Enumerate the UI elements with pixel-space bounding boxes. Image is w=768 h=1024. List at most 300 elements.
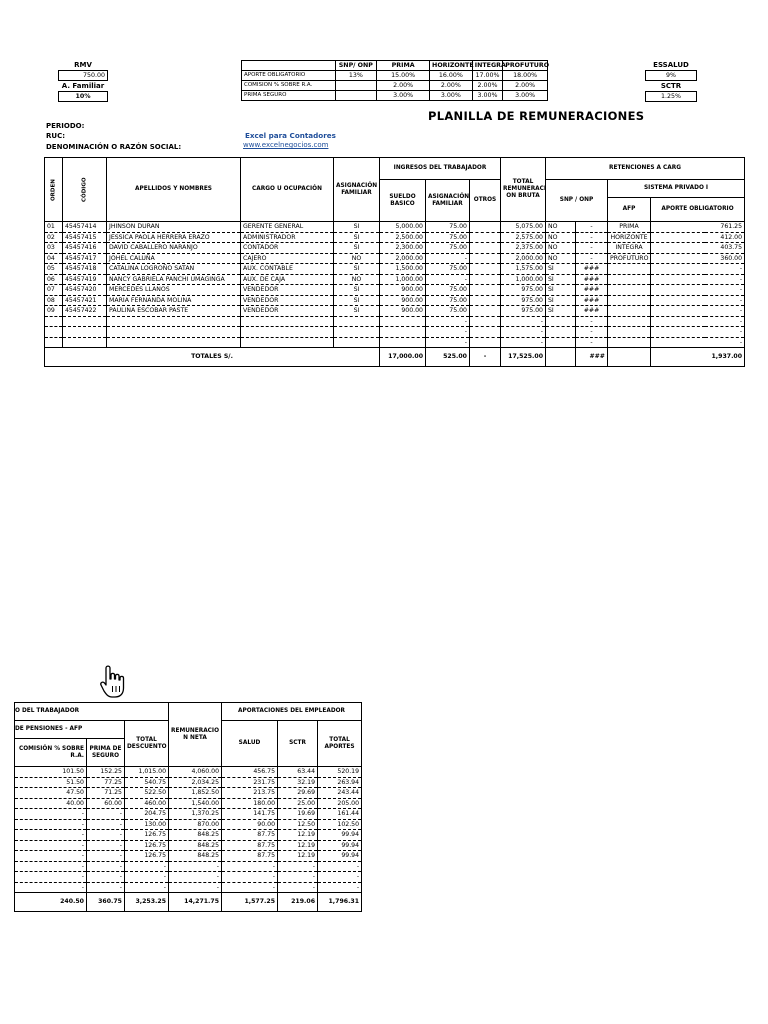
row-afam[interactable]: - [426, 316, 470, 327]
row-aporte[interactable]: 403.75 [651, 243, 745, 254]
p2-row-sctr[interactable]: - [278, 861, 318, 872]
p2-row-desc[interactable]: 126.75 [125, 830, 169, 841]
row-snp[interactable]: NO [546, 222, 576, 233]
p2-row-neta[interactable]: - [169, 882, 222, 893]
row-codigo[interactable]: 45457416 [63, 243, 107, 254]
row-orden[interactable]: 05 [45, 264, 63, 275]
p2-row-desc[interactable]: 460.00 [125, 798, 169, 809]
row-orden[interactable]: 04 [45, 253, 63, 264]
rates-corner [242, 61, 336, 71]
row-aporte[interactable]: - [651, 264, 745, 275]
p2-row-neta[interactable]: - [169, 861, 222, 872]
p2-row-aportes[interactable]: 161.44 [318, 809, 362, 820]
p2-row-comision[interactable]: 101.50 [15, 767, 87, 778]
p2-row-neta[interactable]: 870.00 [169, 819, 222, 830]
row-onp[interactable]: ### [576, 306, 608, 317]
essalud-label: ESSALUD [653, 61, 689, 69]
hand-pointer-icon [100, 664, 134, 700]
p2-row-comision[interactable]: - [15, 809, 87, 820]
row-nombre[interactable] [107, 316, 241, 327]
sctr-label: SCTR [660, 82, 682, 90]
sctr-box [645, 91, 697, 102]
table-row [45, 327, 745, 338]
row-asignacion[interactable] [334, 327, 380, 338]
p2-row-desc[interactable]: 126.75 [125, 851, 169, 862]
p2-row-desc[interactable]: 540.75 [125, 777, 169, 788]
row-nombre[interactable]: JESSICA PAOLA HERRERA ERAZO [107, 232, 241, 243]
row-sueldo[interactable]: 1,500.00 [380, 264, 426, 275]
row-otros[interactable] [470, 243, 501, 254]
rate-cell[interactable]: 2.00% [472, 81, 502, 91]
row-cargo[interactable]: AUX. DE CAJA [241, 274, 334, 285]
row-codigo[interactable]: 45457421 [63, 295, 107, 306]
p2-row-sctr[interactable]: 63.44 [278, 767, 318, 778]
p2-row-salud[interactable]: 213.75 [222, 788, 278, 799]
row-afam[interactable]: 75.00 [426, 295, 470, 306]
p2-row-desc[interactable]: 130.00 [125, 819, 169, 830]
row-afam[interactable]: - [426, 274, 470, 285]
row-bruta[interactable]: 2,000.00 [501, 253, 546, 264]
header-codigo: CÓDIGO [63, 158, 107, 222]
row-bruta[interactable]: 1,000.00 [501, 274, 546, 285]
row-onp[interactable]: - [576, 243, 608, 254]
row-afp[interactable] [608, 285, 651, 296]
row-snp[interactable]: SI [546, 295, 576, 306]
p2-row-desc[interactable]: 522.50 [125, 788, 169, 799]
row-sueldo[interactable] [380, 337, 426, 348]
row-snp[interactable]: SI [546, 274, 576, 285]
row-onp[interactable]: - [576, 316, 608, 327]
row-cargo[interactable]: GERENTE GENERAL [241, 222, 334, 233]
row-aporte[interactable]: - [651, 295, 745, 306]
row-otros[interactable] [470, 337, 501, 348]
p2-row-desc[interactable]: 1,015.00 [125, 767, 169, 778]
p2-row-prima[interactable]: - [87, 882, 125, 893]
row-bruta[interactable]: - [501, 327, 546, 338]
table-row [15, 788, 362, 799]
p2-row-salud[interactable]: 180.00 [222, 798, 278, 809]
row-snp[interactable]: SI [546, 285, 576, 296]
row-afp[interactable]: INTEGRA [608, 243, 651, 254]
row-cargo[interactable]: CAJERO [241, 253, 334, 264]
p2-total-prima[interactable]: 360.75 [87, 893, 125, 912]
row-bruta[interactable]: 2,375.00 [501, 243, 546, 254]
periodo-label: PERIODO: [46, 122, 85, 130]
row-sueldo[interactable]: 5,000.00 [380, 222, 426, 233]
p2-row-aportes[interactable]: - [318, 861, 362, 872]
row-nombre[interactable]: JOHEL CALUÑA [107, 253, 241, 264]
p2-total-sctr[interactable]: 219.06 [278, 893, 318, 912]
row-asignacion[interactable]: SI [334, 285, 380, 296]
rate-cell[interactable]: 15.00% [377, 71, 430, 81]
page2-viewport [15, 702, 361, 918]
row-asignacion[interactable]: NO [334, 274, 380, 285]
row-asignacion[interactable] [334, 337, 380, 348]
rate-cell[interactable]: 18.00% [503, 71, 548, 81]
p2-row-comision[interactable]: - [15, 819, 87, 830]
rate-cell[interactable]: 2.00% [430, 81, 473, 91]
row-afp[interactable] [608, 316, 651, 327]
p2-row-desc[interactable]: 204.75 [125, 809, 169, 820]
total-aporte[interactable]: 1,937.00 [651, 348, 745, 367]
row-afam[interactable]: 75.00 [426, 264, 470, 275]
row-bruta[interactable]: 975.00 [501, 306, 546, 317]
row-orden[interactable]: 01 [45, 222, 63, 233]
row-bruta[interactable]: 1,575.00 [501, 264, 546, 275]
p2-row-aportes[interactable]: 243.44 [318, 788, 362, 799]
p2-row-desc[interactable]: - [125, 861, 169, 872]
p2-row-sctr[interactable]: 19.69 [278, 809, 318, 820]
p2-row-comision[interactable]: - [15, 872, 87, 883]
table-row [15, 830, 362, 841]
p2-row-desc[interactable]: - [125, 872, 169, 883]
rate-cell[interactable]: 17.00% [472, 71, 502, 81]
row-nombre[interactable]: PAULINA ESCOBAR PASTE [107, 306, 241, 317]
row-otros[interactable] [470, 327, 501, 338]
row-nombre[interactable]: MERCEDES LLANOS [107, 285, 241, 296]
row-aporte[interactable]: - [651, 274, 745, 285]
row-snp[interactable]: NO [546, 253, 576, 264]
p2-row-prima[interactable]: 77.25 [87, 777, 125, 788]
row-sueldo[interactable]: 2,000.00 [380, 253, 426, 264]
row-asignacion[interactable]: SI [334, 295, 380, 306]
row-afam[interactable]: - [426, 327, 470, 338]
row-orden[interactable]: 02 [45, 232, 63, 243]
row-afam[interactable]: 75.00 [426, 285, 470, 296]
table-row [45, 232, 745, 243]
p2-row-sctr[interactable]: 29.69 [278, 788, 318, 799]
denominacion-label: DENOMINACIÓN O RAZÓN SOCIAL: [46, 143, 182, 151]
row-sueldo[interactable]: 900.00 [380, 306, 426, 317]
row-sueldo[interactable] [380, 327, 426, 338]
p2-row-salud[interactable]: - [222, 861, 278, 872]
p2-row-comision[interactable]: - [15, 851, 87, 862]
total-asignacion[interactable]: 525.00 [426, 348, 470, 367]
p2-row-sctr[interactable]: 32.19 [278, 777, 318, 788]
row-nombre[interactable]: JHINSON DURAN [107, 222, 241, 233]
p2-row-sctr[interactable]: - [278, 882, 318, 893]
row-onp[interactable]: - [576, 253, 608, 264]
row-onp[interactable]: ### [576, 274, 608, 285]
p2-row-comision[interactable]: - [15, 840, 87, 851]
p2-row-comision[interactable]: 47.50 [15, 788, 87, 799]
p2-row-aportes[interactable]: - [318, 872, 362, 883]
p2-row-prima[interactable]: - [87, 840, 125, 851]
row-aporte[interactable]: - [651, 337, 745, 348]
total-otros[interactable]: - [470, 348, 501, 367]
row-otros[interactable] [470, 253, 501, 264]
p2-row-salud[interactable]: - [222, 882, 278, 893]
p2-row-neta[interactable]: 2,034.25 [169, 777, 222, 788]
row-aporte[interactable]: 761.25 [651, 222, 745, 233]
header-asig-fam: ASIGNACIÓN FAMILIAR [334, 158, 380, 222]
row-cargo[interactable]: VENDEDOR [241, 295, 334, 306]
row-cargo[interactable]: VENDEDOR [241, 285, 334, 296]
p2-row-sctr[interactable]: 12.50 [278, 819, 318, 830]
row-codigo[interactable]: 45457417 [63, 253, 107, 264]
row-asignacion[interactable]: SI [334, 243, 380, 254]
row-afp[interactable]: PRIMA [608, 222, 651, 233]
rate-cell[interactable] [335, 81, 377, 91]
row-otros[interactable] [470, 295, 501, 306]
row-snp[interactable] [546, 337, 576, 348]
table-row [45, 274, 745, 285]
row-onp[interactable]: ### [576, 264, 608, 275]
row-orden[interactable]: 03 [45, 243, 63, 254]
p2-row-prima[interactable]: 71.25 [87, 788, 125, 799]
p2-header-prima: PRIMA DE SEGURO [87, 739, 125, 767]
p2-row-sctr[interactable]: 12.19 [278, 830, 318, 841]
row-onp[interactable]: ### [576, 285, 608, 296]
row-otros[interactable] [470, 232, 501, 243]
p2-row-salud[interactable]: 90.00 [222, 819, 278, 830]
row-orden[interactable] [45, 316, 63, 327]
rate-cell[interactable]: 13% [335, 71, 377, 81]
row-aporte[interactable]: 412.00 [651, 232, 745, 243]
row-cargo[interactable]: ADMINISTRADOR [241, 232, 334, 243]
header-otros: OTROS [470, 180, 501, 222]
row-sueldo[interactable]: 900.00 [380, 295, 426, 306]
row-bruta[interactable]: 975.00 [501, 295, 546, 306]
row-onp[interactable]: - [576, 337, 608, 348]
p2-row-sctr[interactable]: 12.19 [278, 840, 318, 851]
p2-row-aportes[interactable]: 263.94 [318, 777, 362, 788]
row-cargo[interactable] [241, 337, 334, 348]
row-asignacion[interactable]: SI [334, 264, 380, 275]
p2-row-comision[interactable]: 40.00 [15, 798, 87, 809]
p2-row-salud[interactable]: 87.75 [222, 830, 278, 841]
row-cargo[interactable] [241, 316, 334, 327]
website-link[interactable]: www.excelnegocios.com [243, 141, 329, 149]
row-afp[interactable] [608, 337, 651, 348]
p2-row-comision[interactable]: - [15, 861, 87, 872]
row-snp[interactable] [546, 316, 576, 327]
row-afam[interactable]: - [426, 337, 470, 348]
p2-row-aportes[interactable]: - [318, 882, 362, 893]
row-onp[interactable]: - [576, 222, 608, 233]
p2-row-neta[interactable]: 4,060.00 [169, 767, 222, 778]
row-afp[interactable]: HORIZONTE [608, 232, 651, 243]
row-bruta[interactable]: - [501, 316, 546, 327]
row-snp[interactable]: SI [546, 264, 576, 275]
row-codigo[interactable]: 45457415 [63, 232, 107, 243]
p2-row-salud[interactable]: 87.75 [222, 840, 278, 851]
row-cargo[interactable]: AUX. CONTABLE [241, 264, 334, 275]
p2-row-sctr[interactable]: 12.19 [278, 851, 318, 862]
row-codigo[interactable] [63, 327, 107, 338]
row-onp[interactable]: - [576, 327, 608, 338]
p2-row-sctr[interactable]: 25.00 [278, 798, 318, 809]
rmv-label: RMV [74, 61, 92, 69]
p2-total-neta[interactable]: 14,271.75 [169, 893, 222, 912]
rate-cell[interactable]: 16.00% [430, 71, 473, 81]
p2-row-neta[interactable]: 1,852.50 [169, 788, 222, 799]
row-aporte[interactable]: 360.00 [651, 253, 745, 264]
p2-row-aportes[interactable]: 520.19 [318, 767, 362, 778]
row-otros[interactable] [470, 285, 501, 296]
row-orden[interactable]: 06 [45, 274, 63, 285]
row-asignacion[interactable] [334, 316, 380, 327]
p2-row-neta[interactable]: 1,370.25 [169, 809, 222, 820]
total-onp[interactable]: ### [576, 348, 608, 367]
row-orden[interactable] [45, 327, 63, 338]
header-asignacion: ASIGNACIÓN FAMILIAR [426, 180, 470, 222]
p2-total-comision[interactable]: 240.50 [15, 893, 87, 912]
sctr-value[interactable]: 1.25% [646, 92, 697, 102]
p2-row-prima[interactable]: - [87, 819, 125, 830]
p2-row-salud[interactable]: - [222, 872, 278, 883]
total-sueldo[interactable]: 17,000.00 [380, 348, 426, 367]
row-otros[interactable] [470, 274, 501, 285]
row-sueldo[interactable]: 2,500.00 [380, 232, 426, 243]
row-aporte[interactable]: - [651, 306, 745, 317]
row-aporte[interactable]: - [651, 316, 745, 327]
p2-row-neta[interactable]: 1,540.00 [169, 798, 222, 809]
row-otros[interactable] [470, 264, 501, 275]
row-onp[interactable]: - [576, 232, 608, 243]
row-otros[interactable] [470, 222, 501, 233]
row-aporte[interactable]: - [651, 285, 745, 296]
row-sueldo[interactable]: 1,000.00 [380, 274, 426, 285]
row-aporte[interactable]: - [651, 327, 745, 338]
row-orden[interactable]: 08 [45, 295, 63, 306]
row-codigo[interactable]: 45457414 [63, 222, 107, 233]
row-codigo[interactable]: 45457418 [63, 264, 107, 275]
row-snp[interactable] [546, 327, 576, 338]
row-nombre[interactable]: CATALINA LOGROÑO SATAN [107, 264, 241, 275]
p2-row-neta[interactable]: - [169, 872, 222, 883]
p2-row-aportes[interactable]: 99.94 [318, 840, 362, 851]
row-orden[interactable] [45, 337, 63, 348]
p2-row-prima[interactable]: - [87, 861, 125, 872]
row-afp[interactable]: PROFUTURO [608, 253, 651, 264]
p2-row-prima[interactable]: - [87, 809, 125, 820]
rmv-value[interactable]: 750.00 [59, 71, 108, 81]
row-cargo[interactable]: VENDEDOR [241, 306, 334, 317]
row-nombre[interactable]: NANCY GABRIELA PANCHI UMAGINGA [107, 274, 241, 285]
row-sueldo[interactable]: 900.00 [380, 285, 426, 296]
p2-row-prima[interactable]: 60.00 [87, 798, 125, 809]
row-codigo[interactable] [63, 316, 107, 327]
row-orden[interactable]: 09 [45, 306, 63, 317]
row-otros[interactable] [470, 306, 501, 317]
row-afam[interactable]: 75.00 [426, 222, 470, 233]
row-afam[interactable]: 75.00 [426, 306, 470, 317]
row-orden[interactable]: 07 [45, 285, 63, 296]
row-nombre[interactable] [107, 337, 241, 348]
page2-body [15, 767, 362, 893]
row-codigo[interactable] [63, 337, 107, 348]
row-afam[interactable]: 75.00 [426, 232, 470, 243]
header-sistema-privado: SISTEMA PRIVADO I [608, 180, 745, 198]
rate-cell[interactable]: 3.00% [430, 91, 473, 101]
row-bruta[interactable]: 5,075.00 [501, 222, 546, 233]
total-snp-empty [546, 348, 576, 367]
p2-total-desc[interactable]: 3,253.25 [125, 893, 169, 912]
page-title: PLANILLA DE REMUNERACIONES [428, 109, 645, 123]
row-sueldo[interactable] [380, 316, 426, 327]
p2-row-prima[interactable]: 152.25 [87, 767, 125, 778]
afam-value[interactable]: 10% [59, 92, 108, 102]
p2-row-salud[interactable]: 87.75 [222, 851, 278, 862]
row-asignacion[interactable]: SI [334, 232, 380, 243]
p2-row-desc[interactable]: - [125, 882, 169, 893]
row-nombre[interactable] [107, 327, 241, 338]
total-bruta[interactable]: 17,525.00 [501, 348, 546, 367]
p2-row-aportes[interactable]: 99.94 [318, 830, 362, 841]
row-bruta[interactable]: - [501, 337, 546, 348]
row-bruta[interactable]: 975.00 [501, 285, 546, 296]
row-afp[interactable] [608, 295, 651, 306]
row-onp[interactable]: ### [576, 295, 608, 306]
rate-cell[interactable]: 3.00% [377, 91, 430, 101]
row-asignacion[interactable]: SI [334, 222, 380, 233]
p2-row-prima[interactable]: - [87, 851, 125, 862]
p2-row-salud[interactable]: 231.75 [222, 777, 278, 788]
row-afp[interactable] [608, 306, 651, 317]
afam-box [58, 91, 108, 102]
p2-header-total-aportes: TOTAL APORTES [318, 721, 362, 767]
p2-header-pensiones: DE PENSIONES - AFP [15, 721, 125, 739]
p2-total-aportes[interactable]: 1,796.31 [318, 893, 362, 912]
rate-cell[interactable]: 3.00% [503, 91, 548, 101]
p2-row-prima[interactable]: - [87, 830, 125, 841]
p2-row-comision[interactable]: - [15, 830, 87, 841]
row-afp[interactable] [608, 264, 651, 275]
p2-row-aportes[interactable]: 205.00 [318, 798, 362, 809]
row-bruta[interactable]: 2,575.00 [501, 232, 546, 243]
row-codigo[interactable]: 45457419 [63, 274, 107, 285]
row-asignacion[interactable]: NO [334, 253, 380, 264]
row-afp[interactable] [608, 274, 651, 285]
row-cargo[interactable]: CONTADOR [241, 243, 334, 254]
rate-cell[interactable] [335, 91, 377, 101]
p2-row-neta[interactable]: 848.25 [169, 851, 222, 862]
row-afp[interactable] [608, 327, 651, 338]
row-cargo[interactable] [241, 327, 334, 338]
p2-row-desc[interactable]: 126.75 [125, 840, 169, 851]
p2-row-neta[interactable]: 848.25 [169, 840, 222, 851]
rate-cell[interactable]: 2.00% [503, 81, 548, 91]
rate-cell[interactable]: 2.00% [377, 81, 430, 91]
row-snp[interactable]: NO [546, 232, 576, 243]
p2-row-aportes[interactable]: 99.94 [318, 851, 362, 862]
p2-row-neta[interactable]: 848.25 [169, 830, 222, 841]
row-codigo[interactable]: 45457420 [63, 285, 107, 296]
row-afam[interactable]: - [426, 253, 470, 264]
row-nombre[interactable]: MARIA FERNANDA MOLINA [107, 295, 241, 306]
p2-row-sctr[interactable]: - [278, 872, 318, 883]
row-afam[interactable]: 75.00 [426, 243, 470, 254]
p2-row-salud[interactable]: 141.75 [222, 809, 278, 820]
p2-row-comision[interactable]: 51.50 [15, 777, 87, 788]
p2-row-comision[interactable]: - [15, 882, 87, 893]
row-nombre[interactable]: DAVID CABALLERO NARANJO [107, 243, 241, 254]
row-sueldo[interactable]: 2,300.00 [380, 243, 426, 254]
row-otros[interactable] [470, 316, 501, 327]
row-snp[interactable]: SI [546, 306, 576, 317]
row-codigo[interactable]: 45457422 [63, 306, 107, 317]
rate-cell[interactable]: 3.00% [472, 91, 502, 101]
p2-total-salud[interactable]: 1,577.25 [222, 893, 278, 912]
p2-row-aportes[interactable]: 102.50 [318, 819, 362, 830]
brand-text: Excel para Contadores [245, 131, 336, 140]
p2-row-salud[interactable]: 456.75 [222, 767, 278, 778]
p2-row-prima[interactable]: - [87, 872, 125, 883]
essalud-value[interactable]: 9% [646, 71, 697, 81]
row-snp[interactable]: NO [546, 243, 576, 254]
row-asignacion[interactable]: SI [334, 306, 380, 317]
